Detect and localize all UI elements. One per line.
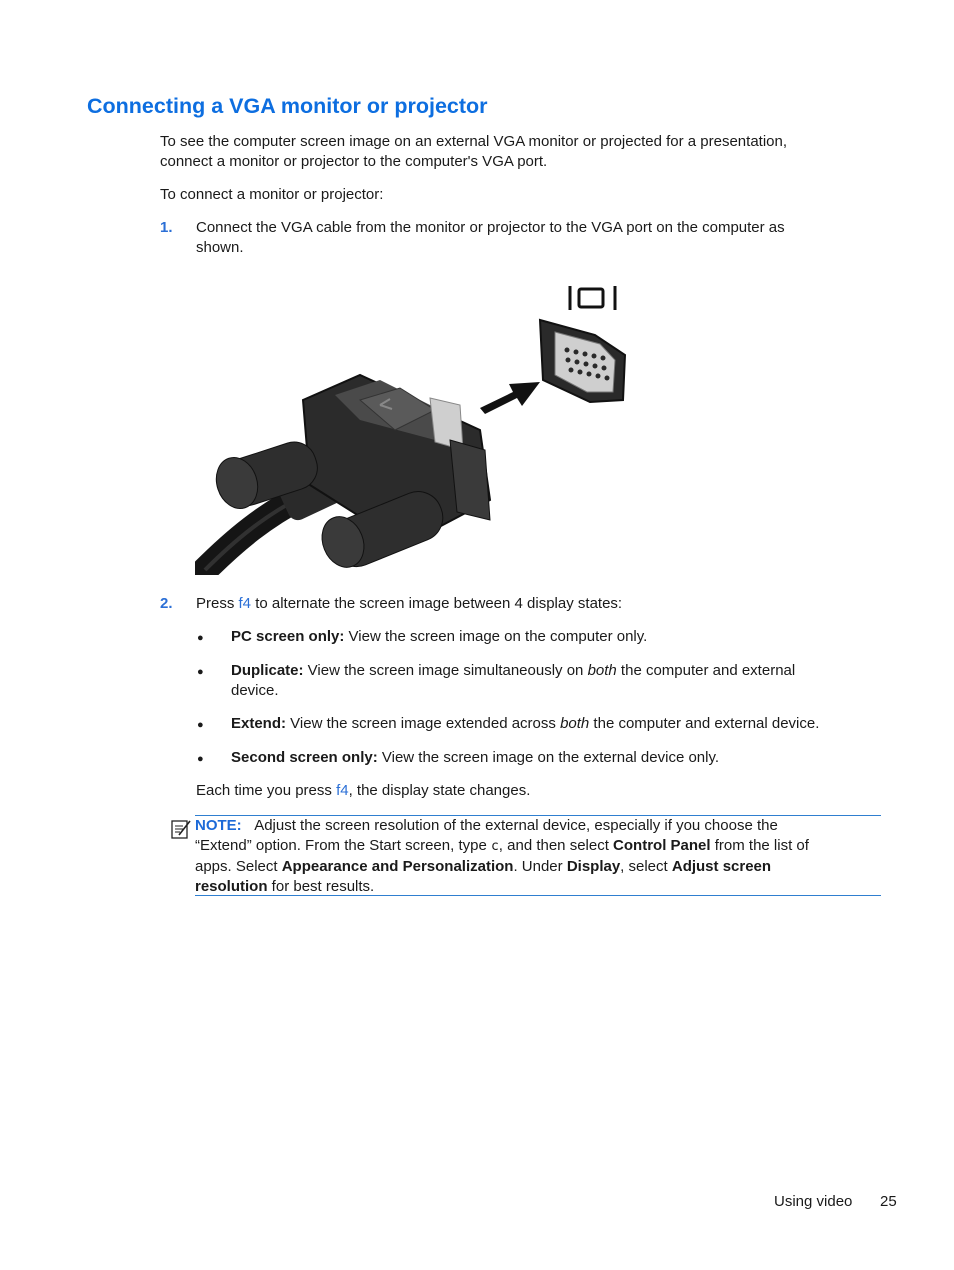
after-text [196, 781, 530, 801]
page-title: Connecting a VGA monitor or projector [87, 94, 488, 118]
note-label: NOTE: [195, 817, 242, 834]
state-description: the computer and external [616, 662, 796, 679]
step-1-line-2: shown. [196, 239, 244, 256]
state-description: View the screen image on the computer only. [344, 628, 648, 645]
f4-key: f4 [336, 782, 349, 799]
vga-connection-illustration [195, 280, 635, 575]
step-2-before-key: Press [196, 595, 239, 612]
state-description: View the screen image extended across [286, 715, 561, 732]
note-line-2: “Extend” option. From the Start screen, type [195, 837, 491, 854]
intro-line-1: To see the computer screen image on an external VGA monitor or projected for a presentation, [160, 133, 788, 150]
vga-port [540, 320, 625, 402]
state-emphasis: both [587, 662, 617, 679]
insert-arrow-icon [480, 382, 540, 414]
bullet-icon: ● [197, 719, 204, 731]
bullet-icon: ● [197, 753, 204, 765]
state-pc-screen-only [231, 627, 647, 647]
typed-command: c [490, 839, 499, 854]
state-term: Extend: [231, 715, 287, 732]
adjust-resolution-label: Adjust screen [671, 858, 772, 875]
lead-text: To connect a monitor or projector: [160, 186, 384, 203]
after-after-key: , the display state changes. [348, 782, 531, 799]
note-line-4: for best results. [267, 878, 375, 895]
display-label: Display [566, 858, 621, 875]
vga-port-icon [570, 286, 615, 310]
state-term: Second screen only: [231, 749, 378, 766]
state-term: Duplicate: [231, 662, 304, 679]
note-box [195, 815, 881, 896]
state-extend [231, 714, 819, 734]
step-2-after-key: to alternate the screen image between 4 display states: [251, 595, 623, 612]
footer-section: Using video [774, 1193, 853, 1210]
page-number: 25 [880, 1193, 897, 1210]
state-duplicate [231, 661, 795, 701]
state-description: the computer and external device. [589, 715, 820, 732]
after-before-key: Each time you press [196, 782, 337, 799]
state-description: device. [231, 682, 279, 699]
step-2-text [196, 594, 622, 614]
adjust-resolution-label: resolution [195, 878, 268, 895]
intro-line-2: connect a monitor or projector to the computer's VGA port. [160, 153, 548, 170]
state-description: View the screen image on the external device only. [377, 749, 720, 766]
step-2-number: 2. [160, 595, 173, 612]
note-line-1: Adjust the screen resolution of the external device, especially if you choose the [254, 817, 778, 834]
step-1-number: 1. [160, 219, 173, 236]
bullet-icon: ● [197, 666, 204, 678]
note-icon [170, 818, 192, 840]
state-second-screen-only [231, 748, 719, 768]
note-line-3: apps. Select [195, 858, 282, 875]
note-line-3: , select [620, 858, 672, 875]
appearance-label: Appearance and Personalization [281, 858, 514, 875]
state-description: View the screen image simultaneously on [303, 662, 588, 679]
state-term: PC screen only: [231, 628, 345, 645]
step-1-line-1: Connect the VGA cable from the monitor or projector to the VGA port on the computer as [196, 219, 785, 236]
bullet-icon: ● [197, 632, 204, 644]
f4-key: f4 [238, 595, 252, 612]
state-emphasis: both [560, 715, 590, 732]
note-line-2: from the list of [710, 837, 809, 854]
note-line-2: , and then select [498, 837, 614, 854]
step-1-text [196, 218, 785, 258]
note-line-3: . Under [513, 858, 567, 875]
intro-paragraph [160, 132, 787, 172]
control-panel-label: Control Panel [613, 837, 711, 854]
note-text [195, 816, 809, 897]
